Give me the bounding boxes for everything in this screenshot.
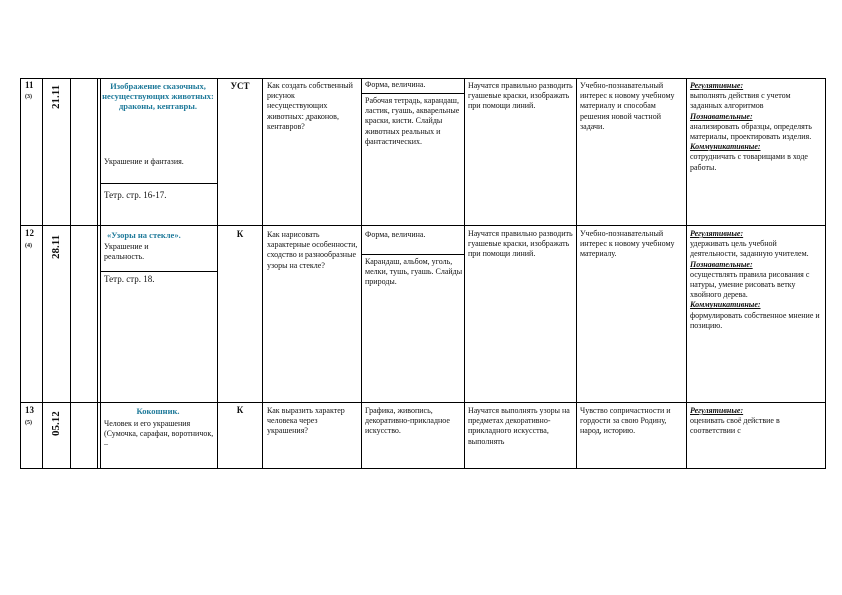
workbook-pages: Тетр. стр. 16-17. xyxy=(104,190,167,200)
uud-item xyxy=(690,300,824,331)
subject-results: Научатся правильно разводить гуашевые краски, изображать при помощи линий. xyxy=(468,229,573,259)
uud-item xyxy=(690,229,824,260)
personal-results: Учебно-познавательный интерес к новому учебному материалу. xyxy=(580,229,675,259)
col-divider xyxy=(97,78,98,469)
col-divider xyxy=(464,78,465,469)
materials: Карандаш, альбом, уголь, мелки, тушь, гуашь. Слайды природы. xyxy=(365,257,463,287)
lesson-title: «Узоры на стекле». xyxy=(107,230,181,240)
uud-text: удерживать цель учебной деятельности, заданную учителем. xyxy=(690,239,809,259)
uud-block xyxy=(690,229,824,331)
uud-text: анализировать образцы, определять материалы, проектировать изделия. xyxy=(690,121,812,142)
col-divider xyxy=(686,78,687,469)
workbook-pages: Тетр. стр. 18. xyxy=(104,274,155,284)
row-divider xyxy=(20,402,826,403)
concept: Форма, величина. xyxy=(365,80,426,89)
col-divider xyxy=(262,78,263,469)
concept-cell-divider xyxy=(361,254,464,255)
lesson-number: 12 xyxy=(25,228,34,238)
uud-label: Коммуникативные: xyxy=(690,142,761,152)
lesson-date: 05.12 xyxy=(50,411,62,436)
lesson-date: 21.11 xyxy=(50,84,62,109)
col-divider xyxy=(70,78,71,469)
subject-results: Научатся выполнять узоры на предметах декоративно-прикладного искусства, выполнять xyxy=(468,406,570,446)
title-cell-divider xyxy=(100,183,217,184)
concept: Графика, живопись, декоративно-прикладное искусство. xyxy=(365,406,450,436)
col-divider xyxy=(576,78,577,469)
col-divider xyxy=(100,78,101,469)
col-divider xyxy=(361,78,362,469)
lesson-title: Изображение сказочных, несуществующих животных: драконы, кентавры. xyxy=(102,81,214,112)
lesson-sub-number: (3) xyxy=(25,94,32,100)
lesson-type: К xyxy=(236,229,244,239)
uud-text: осуществлять правила рисования с натуры, умение рисовать ветку хвойного дерева. xyxy=(690,269,810,300)
materials: Рабочая тетрадь, карандаш, ластик, гуашь, акварельные краски, кисти. Слайды животных реальных и фантастических. xyxy=(365,96,460,146)
lesson-number: 13 xyxy=(25,405,34,415)
lesson-number: 11 xyxy=(25,80,34,90)
uud-label: Познавательные: xyxy=(690,259,753,269)
lesson-subtitle: Украшение и реальность. xyxy=(104,242,149,262)
lesson-type: К xyxy=(236,405,244,415)
uud-item xyxy=(690,112,824,143)
lesson-plan-table xyxy=(20,78,826,469)
lesson-subtitle: Человек и его украшения (Сумочка, сарафан, воротничок, – xyxy=(104,419,214,449)
problem-question: Как создать собственный рисунок несуществующих животных: драконов, кентавров? xyxy=(267,81,353,131)
personal-results: Чувство сопричастности и гордости за свою Родину, народ, историю. xyxy=(580,406,671,436)
subject-results: Научатся правильно разводить гуашевые краски, изображать при помощи линий. xyxy=(468,81,573,111)
uud-label: Регулятивные: xyxy=(690,406,744,415)
concept: Форма, величина. xyxy=(365,230,426,239)
uud-text: сотрудничать с товарищами в ходе работы. xyxy=(690,152,808,172)
table-border-left xyxy=(20,78,21,469)
uud-item xyxy=(690,406,824,437)
table-border-right xyxy=(825,78,826,469)
uud-text: формулировать собственное мнение и позицию. xyxy=(690,310,820,330)
uud-label: Регулятивные: xyxy=(690,229,744,238)
lesson-sub-number: (4) xyxy=(25,243,32,249)
uud-text: выполнять действия с учетом заданных алгоритмов xyxy=(690,91,791,111)
personal-results: Учебно-познавательный интерес к новому учебному материалу и способам решения новой частной задачи. xyxy=(580,81,675,131)
lesson-date: 28.11 xyxy=(50,234,62,259)
problem-question: Как нарисовать характерные особенности, сходство и разнообразные узоры на стекле? xyxy=(267,230,358,270)
lesson-sub-number: (5) xyxy=(25,420,32,426)
uud-item xyxy=(690,142,824,173)
uud-label: Коммуникативные: xyxy=(690,300,761,310)
uud-label: Познавательные: xyxy=(690,111,753,121)
uud-item xyxy=(690,260,824,301)
uud-text: оценивать своё действие в соответствии с xyxy=(690,416,780,436)
concept-cell-divider xyxy=(361,93,464,94)
row-divider xyxy=(20,225,826,226)
table-border-top xyxy=(20,78,826,79)
uud-label: Регулятивные: xyxy=(690,81,744,90)
table-border-bottom xyxy=(20,468,826,469)
title-cell-divider xyxy=(100,271,217,272)
problem-question: Как выразить характер человека через украшения? xyxy=(267,406,345,436)
lesson-type: УСТ xyxy=(230,81,250,91)
lesson-subtitle: Украшение и фантазия. xyxy=(104,157,184,166)
uud-block xyxy=(690,406,824,437)
col-divider xyxy=(42,78,43,469)
uud-block xyxy=(690,81,824,173)
uud-item xyxy=(690,81,824,112)
lesson-title: Кокошник. xyxy=(136,406,180,416)
